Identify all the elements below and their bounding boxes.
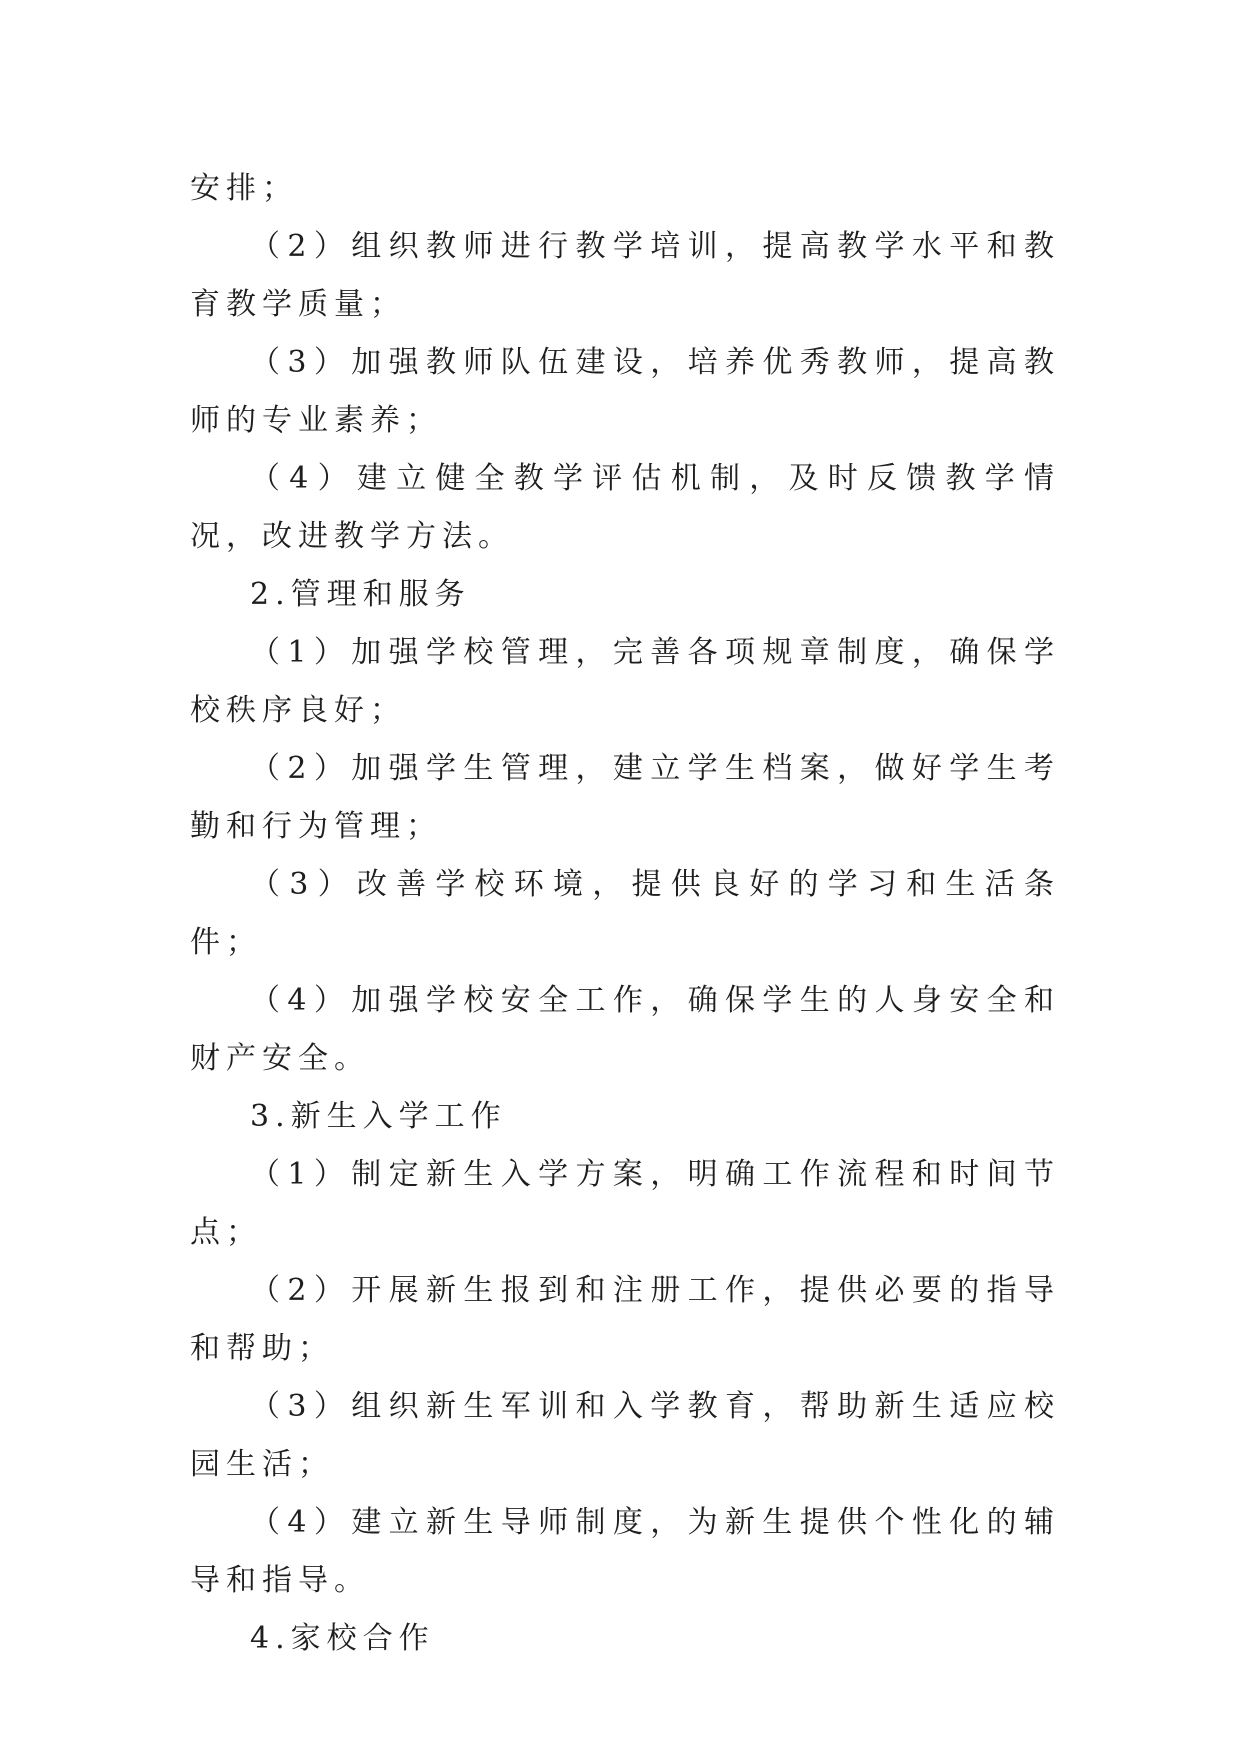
section-heading: 2.管理和服务 (250, 577, 471, 612)
list-item: （2）开展新生报到和注册工作，提供必要的指导和帮助； (190, 1273, 1060, 1366)
list-item: （2）组织教师进行教学培训，提高教学水平和教育教学质量； (190, 229, 1060, 322)
section-heading: 4.家校合作 (250, 1621, 435, 1656)
list-item: （1）加强学校管理，完善各项规章制度，确保学校秩序良好； (190, 635, 1060, 728)
list-item: （2）加强学生管理，建立学生档案，做好学生考勤和行为管理； (190, 751, 1060, 844)
list-item: （4）加强学校安全工作，确保学生的人身安全和财产安全。 (190, 983, 1060, 1076)
list-item: （4）建立新生导师制度，为新生提供个性化的辅导和指导。 (190, 1505, 1060, 1598)
paragraph-continuation: 安排； (190, 171, 298, 206)
section-heading: 3.新生入学工作 (250, 1099, 507, 1134)
list-item: （3）改善学校环境，提供良好的学习和生活条件； (190, 867, 1060, 960)
list-item: （3）加强教师队伍建设，培养优秀教师，提高教师的专业素养； (190, 345, 1060, 438)
list-item: （4）建立健全教学评估机制，及时反馈教学情况，改进教学方法。 (190, 461, 1060, 554)
document-body (190, 160, 1060, 1668)
list-item: （1）制定新生入学方案，明确工作流程和时间节点； (190, 1157, 1060, 1250)
list-item: （3）组织新生军训和入学教育，帮助新生适应校园生活； (190, 1389, 1060, 1482)
